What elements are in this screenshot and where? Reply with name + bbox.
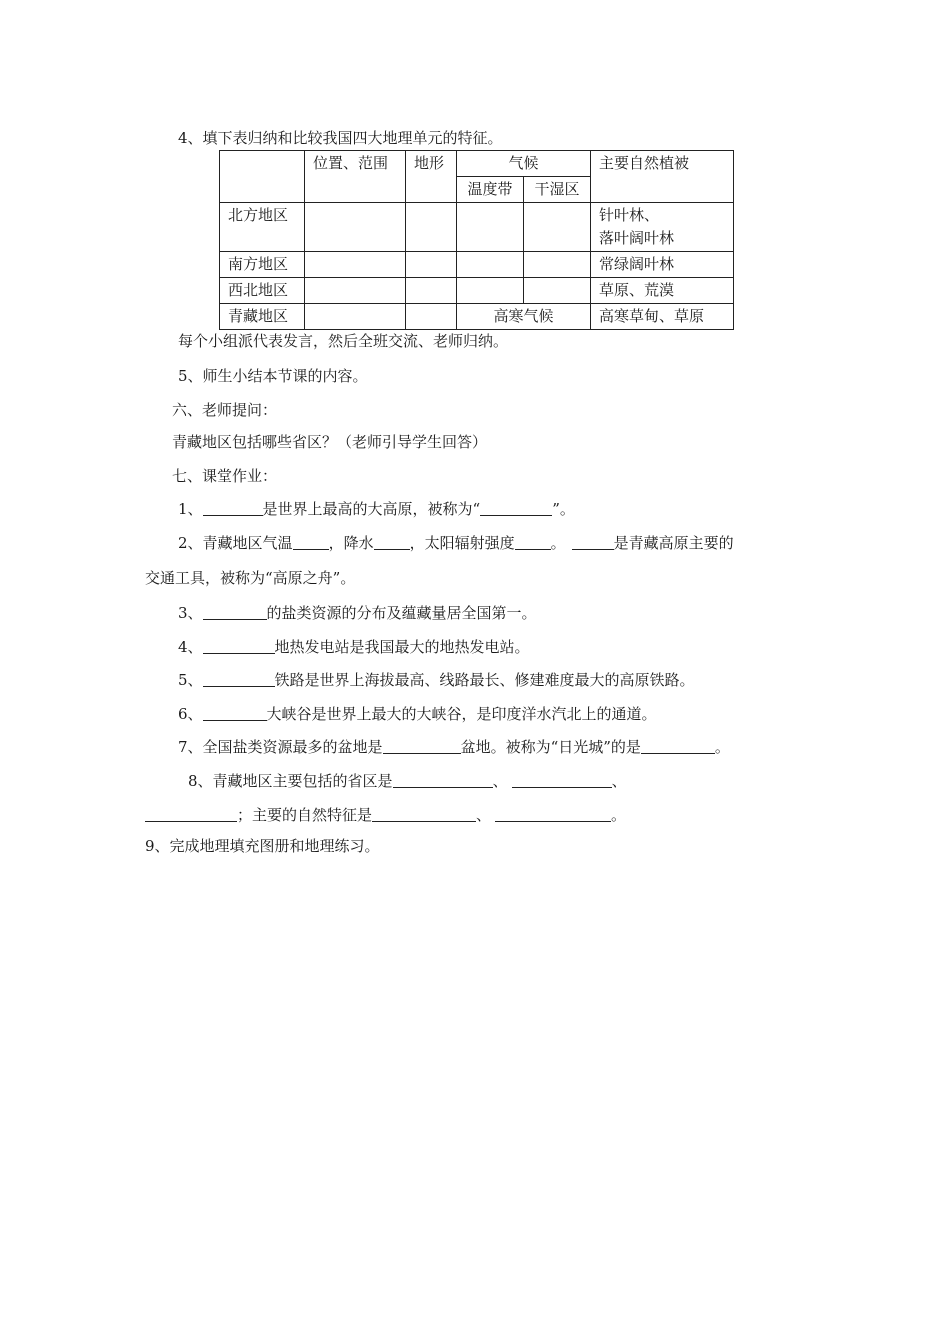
question-text: 青藏地区气温 xyxy=(202,534,293,552)
answer-cell[interactable] xyxy=(524,252,591,278)
exercise-1 xyxy=(178,499,575,519)
vegetation-line: 落叶阔叶林 xyxy=(599,229,675,247)
answer-blank[interactable] xyxy=(515,533,551,550)
answer-blank[interactable] xyxy=(480,499,552,516)
section-7-title: 七、课堂作业： xyxy=(172,467,278,485)
answer-blank[interactable] xyxy=(374,533,410,550)
region-cell: 南方地区 xyxy=(220,252,305,278)
question-text: 。 xyxy=(550,534,566,552)
question-text: ，太阳辐射强度 xyxy=(409,534,515,552)
answer-cell[interactable] xyxy=(457,203,524,252)
exercise-3 xyxy=(178,603,537,623)
answer-cell[interactable] xyxy=(457,252,524,278)
question-text: 、 xyxy=(492,772,508,790)
header-terrain: 地形 xyxy=(406,151,457,203)
vegetation-cell: 常绿阔叶林 xyxy=(591,252,734,278)
vegetation-line: 针叶林、 xyxy=(599,206,660,224)
answer-blank[interactable] xyxy=(203,704,267,721)
region-cell: 青藏地区 xyxy=(220,304,305,330)
question-text: 青藏地区主要包括的省区是 xyxy=(212,772,393,790)
answer-blank[interactable] xyxy=(641,737,715,754)
table-row xyxy=(220,304,734,330)
question-number: 1、 xyxy=(178,500,203,518)
question-number: 6、 xyxy=(178,705,203,723)
answer-blank[interactable] xyxy=(383,737,461,754)
q4-intro: 4、填下表归纳和比较我国四大地理单元的特征。 xyxy=(178,129,503,147)
exercise-5 xyxy=(178,670,695,690)
vegetation-cell xyxy=(591,203,734,252)
section-6-question: 青藏地区包括哪些省区？（老师引导学生回答） xyxy=(172,433,488,451)
regions-table xyxy=(219,150,734,330)
answer-cell[interactable] xyxy=(305,203,406,252)
exercise-4 xyxy=(178,637,530,657)
question-number: 5、 xyxy=(178,671,203,689)
question-number: 3、 xyxy=(178,604,203,622)
answer-cell[interactable] xyxy=(457,278,524,304)
question-text: 、 xyxy=(611,772,627,790)
answer-cell[interactable] xyxy=(406,203,457,252)
question-text: 是青藏高原主要的 xyxy=(613,534,734,552)
answer-cell[interactable] xyxy=(406,252,457,278)
vegetation-cell: 高寒草甸、草原 xyxy=(591,304,734,330)
table-row xyxy=(220,278,734,304)
answer-blank[interactable] xyxy=(203,637,275,654)
answer-blank[interactable] xyxy=(293,533,329,550)
question-text: 地热发电站是我国最大的地热发电站。 xyxy=(274,638,530,656)
question-number: 7、 xyxy=(178,738,203,756)
region-cell: 西北地区 xyxy=(220,278,305,304)
exercise-7 xyxy=(178,737,730,757)
question-text: 。 xyxy=(611,806,627,824)
question-number: 8、 xyxy=(188,772,213,790)
exercise-9: 9、完成地理填充图册和地理练习。 xyxy=(145,837,380,855)
answer-cell[interactable] xyxy=(305,252,406,278)
question-text: ；主要的自然特征是 xyxy=(237,806,373,824)
header-corner xyxy=(220,151,305,203)
question-text: 盆地。被称为“日光城”的是 xyxy=(460,738,641,756)
step-5: 5、师生小结本节课的内容。 xyxy=(178,367,368,385)
answer-blank[interactable] xyxy=(495,805,611,822)
header-climate: 气候 xyxy=(457,151,591,177)
answer-blank[interactable] xyxy=(512,771,612,788)
answer-cell[interactable] xyxy=(406,278,457,304)
answer-blank[interactable] xyxy=(203,499,263,516)
answer-blank[interactable] xyxy=(203,670,275,687)
answer-blank[interactable] xyxy=(203,603,267,620)
table-row xyxy=(220,203,734,252)
question-text: 全国盐类资源最多的盆地是 xyxy=(202,738,383,756)
question-text: 、 xyxy=(476,806,492,824)
exercise-8 xyxy=(188,771,627,791)
answer-cell[interactable] xyxy=(305,304,406,330)
exercise-2-continued: 交通工具，被称为“高原之舟”。 xyxy=(145,569,356,587)
climate-cell: 高寒气候 xyxy=(457,304,591,330)
region-cell: 北方地区 xyxy=(220,203,305,252)
question-number: 2、 xyxy=(178,534,203,552)
question-text: ”。 xyxy=(552,500,575,518)
exercise-8-continued xyxy=(145,805,626,825)
section-6-title: 六、老师提问： xyxy=(172,401,278,419)
question-text: ，降水 xyxy=(328,534,374,552)
answer-blank[interactable] xyxy=(372,805,476,822)
answer-cell[interactable] xyxy=(406,304,457,330)
question-text: 的盐类资源的分布及蕴藏量居全国第一。 xyxy=(266,604,537,622)
answer-cell[interactable] xyxy=(305,278,406,304)
answer-cell[interactable] xyxy=(524,203,591,252)
answer-blank[interactable] xyxy=(572,533,614,550)
question-text: 铁路是世界上海拔最高、线路最长、修建难度最大的高原铁路。 xyxy=(274,671,695,689)
question-text: 是世界上最高的大高原，被称为“ xyxy=(262,500,481,518)
table-row xyxy=(220,252,734,278)
header-position: 位置、范围 xyxy=(305,151,406,203)
exercise-6 xyxy=(178,704,657,724)
answer-blank[interactable] xyxy=(393,771,493,788)
question-text: 。 xyxy=(714,738,730,756)
header-temp-zone: 温度带 xyxy=(457,177,524,203)
after-table-note: 每个小组派代表发言，然后全班交流、老师归纳。 xyxy=(178,332,509,350)
question-text: 大峡谷是世界上最大的大峡谷，是印度洋水汽北上的通道。 xyxy=(266,705,657,723)
table-header-row xyxy=(220,151,734,177)
question-number: 4、 xyxy=(178,638,203,656)
answer-cell[interactable] xyxy=(524,278,591,304)
exercise-2 xyxy=(178,533,734,553)
vegetation-cell: 草原、荒漠 xyxy=(591,278,734,304)
header-dry-wet: 干湿区 xyxy=(524,177,591,203)
header-vegetation: 主要自然植被 xyxy=(591,151,734,203)
answer-blank[interactable] xyxy=(145,805,237,822)
